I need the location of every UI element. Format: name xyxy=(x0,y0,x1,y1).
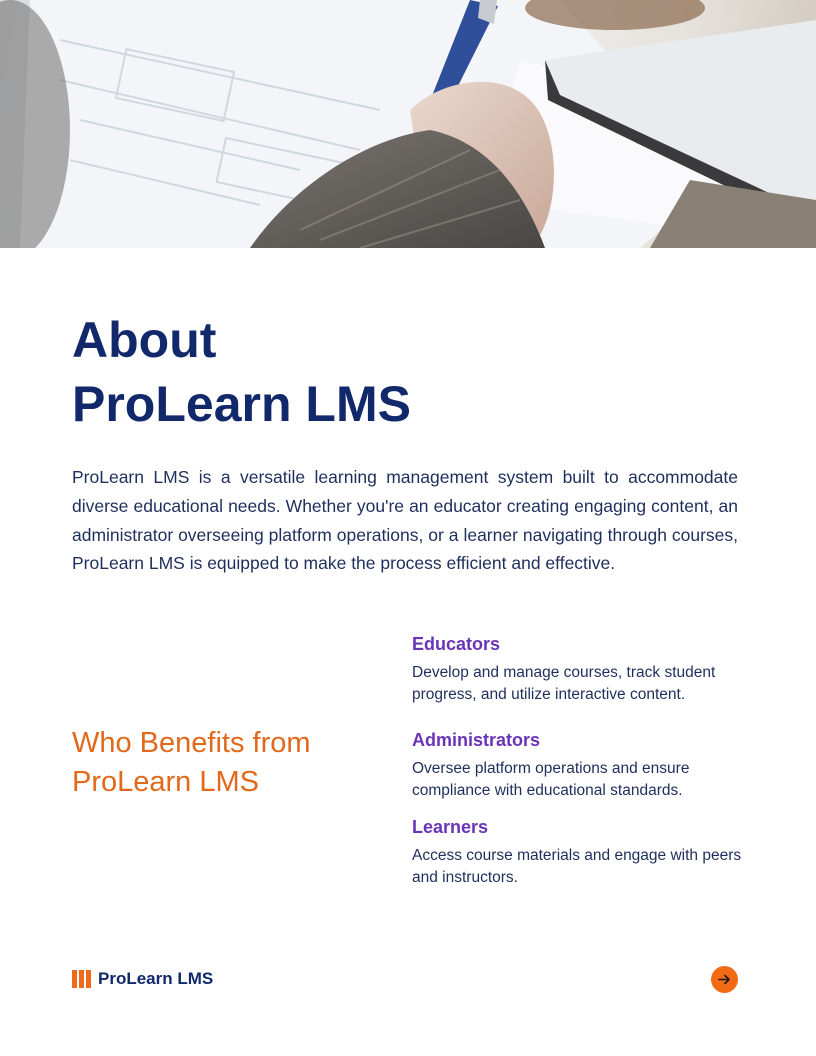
page-title-line1: About xyxy=(72,312,217,368)
benefits-heading-line1: Who Benefits from xyxy=(72,727,311,759)
benefit-description: Develop and manage courses, track student progress, and utilize interactive content. xyxy=(412,664,716,703)
benefit-title: Administrators xyxy=(412,730,541,750)
page-title xyxy=(72,308,411,436)
benefit-educators xyxy=(412,632,742,706)
footer-brand-name: ProLearn LMS xyxy=(98,969,214,988)
benefit-title: Learners xyxy=(412,817,489,837)
benefit-description: Access course materials and engage with peers and instructors. xyxy=(412,847,742,886)
bars-logo-icon xyxy=(72,970,91,988)
benefit-administrators xyxy=(412,728,742,802)
page-title-line2: ProLearn LMS xyxy=(72,376,411,432)
benefits-heading xyxy=(72,724,311,802)
benefits-heading-line2: ProLearn LMS xyxy=(72,766,259,798)
arrow-right-icon xyxy=(717,972,732,987)
footer-logo xyxy=(72,968,213,990)
hero-image xyxy=(0,0,816,248)
benefit-learners xyxy=(412,815,742,889)
benefit-title: Educators xyxy=(412,634,501,654)
benefit-description: Oversee platform operations and ensure compliance with educational standards. xyxy=(412,760,690,799)
intro-paragraph: ProLearn LMS is a versatile learning management system built to accommodate diverse educational needs. Whether you're an educator creating engaging content, an administrator overseeing platform operations, or a learner navigating through courses, ProLearn LMS is equipped to make the process efficient and effective. xyxy=(72,467,738,574)
hero-illustration xyxy=(0,0,816,248)
next-page-button[interactable] xyxy=(711,966,738,993)
